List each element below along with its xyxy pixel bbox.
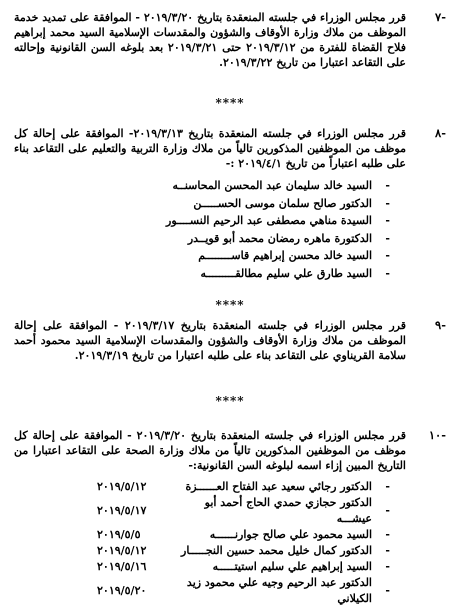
person-name: السيدة مناهي مصطفى عبد الرحيم النســــور: [166, 214, 372, 227]
list-dash: -: [385, 584, 390, 597]
list-dash: -: [385, 231, 390, 245]
item-number: -٩: [435, 318, 446, 332]
item-number: -٧: [435, 10, 446, 24]
list-dash: -: [385, 249, 390, 262]
person-name: الدكتور رجائي سعيد عبد الفتاح العــــــزة: [185, 480, 372, 493]
list-dash: -: [385, 214, 390, 227]
separator-stars: ****: [215, 394, 245, 408]
person-name: الدكتور عبد الرحيم وجيه علي محمود زيد الكيلاني: [186, 576, 372, 605]
retirement-date: ٢٠١٩/٥/١٧: [97, 504, 147, 517]
list-item: [14, 230, 390, 248]
table-row: [97, 527, 390, 543]
person-name: الدكتور حجازي حمدي الحاج أحمد أبو عيشـــه: [204, 496, 372, 525]
list-dash: -: [385, 266, 390, 280]
list-dash: -: [385, 504, 390, 517]
person-name: الدكتورة ماهره رمضان محمد أبو قويــدر: [187, 231, 372, 245]
person-name: السيد خالد محسن إبراهيم قاســــــــم: [198, 249, 372, 262]
retirement-date: ٢٠١٩/٥/٥: [97, 528, 141, 541]
table-row: [97, 543, 390, 559]
decision-item-7: [14, 10, 446, 70]
item-text: قرر مجلس الوزراء في جلسته المنعقدة بتاريخ ٢٠١٩/٣/٢٠ - الموافقة على تمديد خدمة الموظف من ملاك وزارة الأوقاف والشؤون والمقدسات الإسلامية السيد محمد إبراهيم فلاح القضاة للفترة من ٢٠١٩/٣/١٢ حتى ٢٠١٩/٣/٢١ بعد بلوغه السن القانونية وإحالته على التقاعد اعتبارا من تاريخ ٢٠١٩/٣/٢٢.: [14, 11, 407, 69]
list-dash: -: [385, 196, 390, 210]
person-name: الدكتور كمال خليل محمد حسين النجـــــار: [181, 544, 372, 557]
retirement-date: ٢٠١٩/٥/١٦: [97, 560, 147, 573]
list-item: [14, 195, 390, 213]
retirement-date: ٢٠١٩/٥/١٢: [97, 544, 147, 557]
item-text: قرر مجلس الوزراء في جلسته المنعقدة بتاريخ ٢٠١٩/٣/١٧ - الموافقة على إحالة الموظف من ملاك وزارة الأوقاف والشؤون والمقدسات الإسلامية السيد محمود أحمد سلامة القريناوي على التقاعد بناء على طلبه اعتبارا من تاريخ ٢٠١٩/٣/١٩.: [14, 319, 406, 362]
item-number: -٨: [435, 126, 446, 140]
person-name: السيد محمود علي صالح جوارنــــــه: [209, 528, 372, 541]
retirement-date: ٢٠١٩/٥/٢٠: [97, 584, 147, 597]
names-list: [14, 177, 446, 282]
person-name: الدكتور صالح سلمان موسى الحســـــن: [193, 196, 372, 210]
retirement-date: ٢٠١٩/٥/١٢: [97, 480, 147, 493]
item-text: قرر مجلس الوزراء في جلسته المنعقدة بتاريخ ٢٠١٩/٣/٢٠ - الموافقة على إحالة كل موظف من الموظفين المذكورين تالياً من ملاك وزارة الصحة على التقاعد اعتبارا من التاريخ المبين إزاء اسمه لبلوغه السن القانونية:-: [14, 429, 406, 472]
list-item: [14, 265, 390, 283]
list-dash: -: [385, 560, 390, 573]
table-row: [97, 479, 390, 495]
list-dash: -: [385, 528, 390, 541]
list-item: [14, 247, 390, 265]
table-row: [97, 559, 390, 575]
item-text: قرر مجلس الوزراء في جلسته المنعقدة بتاريخ ٢٠١٩/٣/١٣- الموافقة على إحالة كل موظف من الموظفين المذكورين تالياً من ملاك وزارة التربية والتعليم على التقاعد بناء على طلبه اعتباراً من تاريخ ٢٠١٩/٤/١ :-: [14, 127, 406, 170]
dated-names-table: [97, 479, 390, 607]
decision-item-8: [14, 126, 446, 282]
list-item: [14, 177, 390, 195]
person-name: السيد طارق علي سليم مطالقـــــــــه: [200, 266, 372, 280]
list-dash: -: [385, 544, 390, 557]
table-row: [97, 495, 390, 527]
table-row: [97, 575, 390, 607]
decision-item-10: [14, 428, 446, 607]
list-dash: -: [385, 179, 390, 192]
list-dash: -: [385, 480, 390, 493]
item-number: -١٠: [428, 428, 446, 442]
decision-item-9: [14, 318, 446, 363]
separator-stars: ****: [215, 96, 245, 110]
person-name: السيد خالد سليمان عبد المحسن المحاسنــه: [172, 179, 372, 192]
separator-stars: ****: [215, 298, 245, 312]
list-item: [14, 212, 390, 230]
person-name: السيد إبراهيم علي سليم استيتـــــه: [212, 560, 372, 573]
